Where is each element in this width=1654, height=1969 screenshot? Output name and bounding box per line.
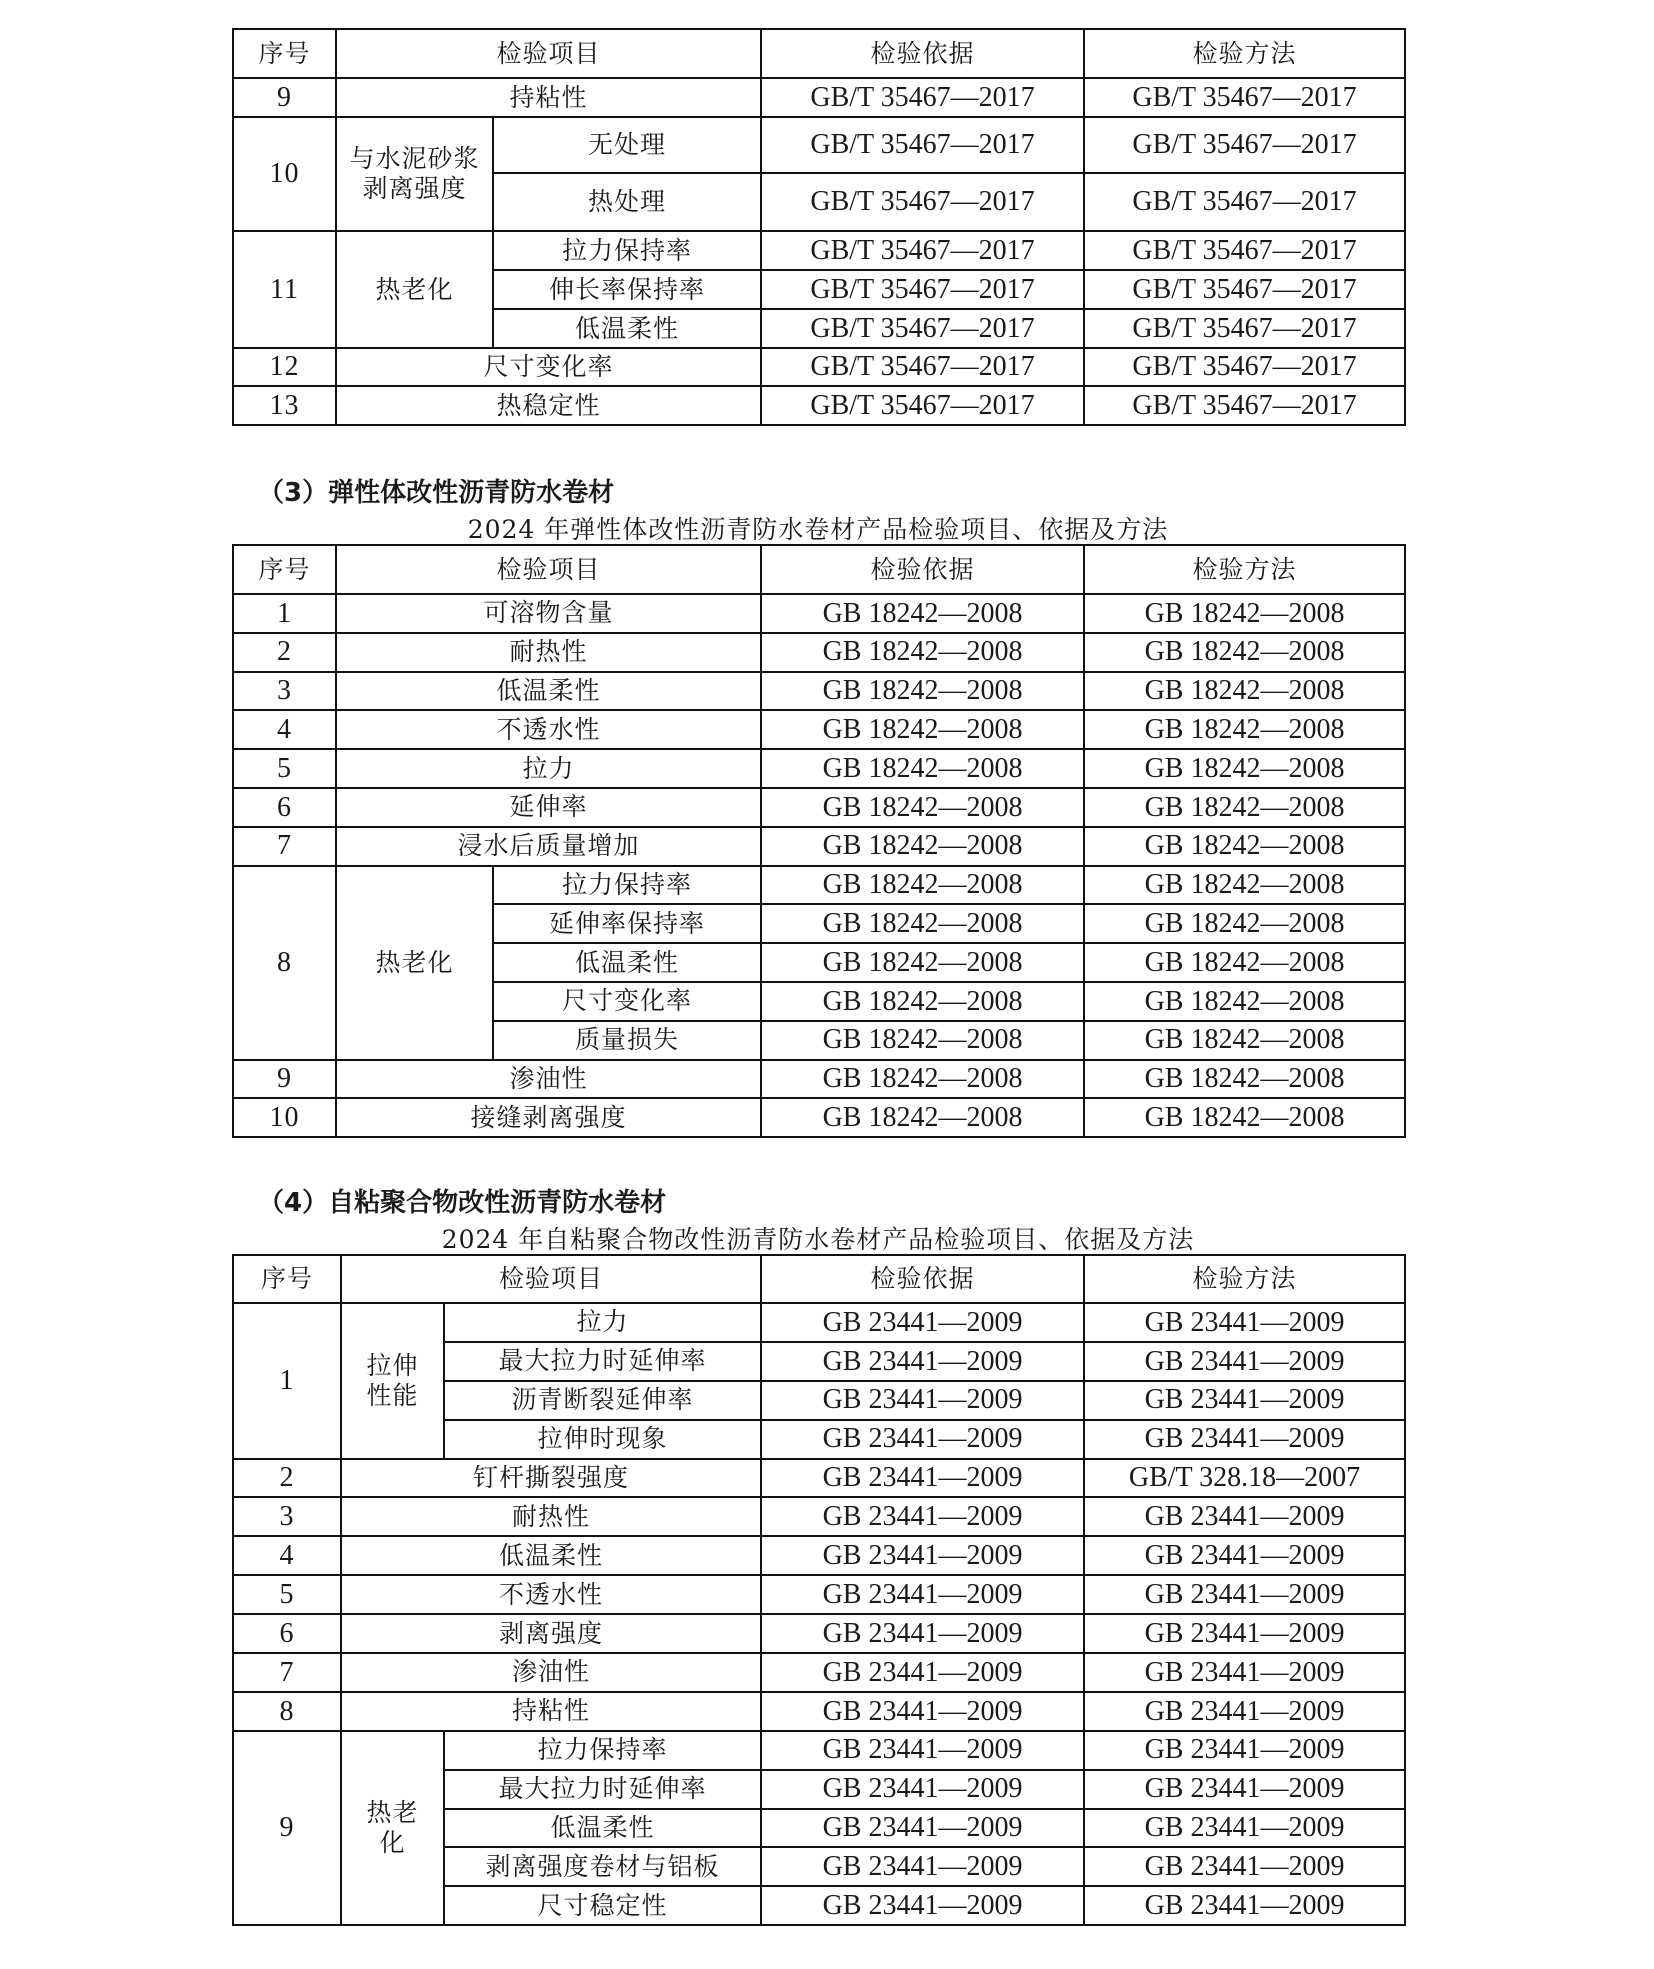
table-row xyxy=(233,348,1405,386)
row-item: 热处理 xyxy=(493,173,761,231)
row-seq: 6 xyxy=(233,788,336,827)
row-basis: GB 23441—2009 xyxy=(761,1770,1084,1809)
table-row xyxy=(233,866,1405,905)
row-item: 最大拉力时延伸率 xyxy=(444,1770,761,1809)
header-item: 检验项目 xyxy=(341,1255,761,1303)
row-item: 最大拉力时延伸率 xyxy=(444,1342,761,1381)
row-method: GB 23441—2009 xyxy=(1084,1692,1405,1731)
row-item: 剥离强度卷材与铝板 xyxy=(444,1847,761,1886)
row-basis: GB 18242—2008 xyxy=(761,1060,1084,1099)
row-method: GB 18242—2008 xyxy=(1084,749,1405,788)
row-basis: GB 18242—2008 xyxy=(761,943,1084,982)
row-method: GB/T 35467—2017 xyxy=(1084,173,1405,231)
table-caption-3: 2024 年弹性体改性沥青防水卷材产品检验项目、依据及方法 xyxy=(467,515,1169,544)
inspection-table-continued xyxy=(232,28,1406,426)
row-group: 热老化 xyxy=(341,1731,444,1925)
row-basis: GB/T 35467—2017 xyxy=(761,309,1084,348)
row-method: GB 23441—2009 xyxy=(1084,1770,1405,1809)
row-method: GB 18242—2008 xyxy=(1084,788,1405,827)
table-row xyxy=(233,117,1405,173)
row-basis: GB 23441—2009 xyxy=(761,1692,1084,1731)
table-row xyxy=(233,386,1405,425)
table-row xyxy=(233,594,1405,633)
row-group: 热老化 xyxy=(336,866,493,1060)
table-row xyxy=(233,1098,1405,1137)
row-item: 尺寸变化率 xyxy=(493,982,761,1021)
header-basis: 检验依据 xyxy=(761,545,1084,594)
header-seq: 序号 xyxy=(233,1255,341,1303)
row-method: GB 23441—2009 xyxy=(1084,1614,1405,1653)
row-seq: 1 xyxy=(233,1303,341,1459)
table-row xyxy=(233,1653,1405,1692)
table-row xyxy=(233,1536,1405,1575)
row-method: GB/T 35467—2017 xyxy=(1084,270,1405,309)
row-item: 拉力保持率 xyxy=(444,1731,761,1770)
row-basis: GB/T 35467—2017 xyxy=(761,117,1084,173)
row-basis: GB 23441—2009 xyxy=(761,1809,1084,1848)
row-seq: 3 xyxy=(233,672,336,711)
row-seq: 1 xyxy=(233,594,336,633)
row-method: GB 23441—2009 xyxy=(1084,1575,1405,1614)
row-method: GB 18242—2008 xyxy=(1084,710,1405,749)
row-seq: 4 xyxy=(233,1536,341,1575)
table-header-row xyxy=(233,29,1405,78)
row-basis: GB 18242—2008 xyxy=(761,904,1084,943)
row-item: 延伸率 xyxy=(336,788,761,827)
row-item: 拉伸时现象 xyxy=(444,1420,761,1459)
table-row xyxy=(233,78,1405,117)
table-row xyxy=(233,1303,1405,1342)
row-method: GB 23441—2009 xyxy=(1084,1653,1405,1692)
row-seq: 8 xyxy=(233,866,336,1060)
row-basis: GB 18242—2008 xyxy=(761,749,1084,788)
row-method: GB/T 35467—2017 xyxy=(1084,348,1405,386)
row-method: GB 23441—2009 xyxy=(1084,1381,1405,1420)
row-seq: 9 xyxy=(233,1060,336,1099)
row-item: 浸水后质量增加 xyxy=(336,827,761,866)
row-basis: GB 18242—2008 xyxy=(761,672,1084,711)
table-row xyxy=(233,1614,1405,1653)
row-item: 不透水性 xyxy=(336,710,761,749)
row-method: GB/T 35467—2017 xyxy=(1084,231,1405,270)
row-item: 低温柔性 xyxy=(493,943,761,982)
row-basis: GB 23441—2009 xyxy=(761,1497,1084,1536)
table-header-row xyxy=(233,545,1405,594)
header-method: 检验方法 xyxy=(1084,29,1405,78)
row-item: 尺寸稳定性 xyxy=(444,1886,761,1925)
row-seq: 8 xyxy=(233,1692,341,1731)
header-method: 检验方法 xyxy=(1084,1255,1405,1303)
row-basis: GB/T 35467—2017 xyxy=(761,231,1084,270)
row-basis: GB 23441—2009 xyxy=(761,1653,1084,1692)
row-item: 渗油性 xyxy=(341,1653,761,1692)
row-group: 热老化 xyxy=(336,231,493,348)
row-basis: GB 23441—2009 xyxy=(761,1420,1084,1459)
row-item: 拉力 xyxy=(336,749,761,788)
row-item: 持粘性 xyxy=(341,1692,761,1731)
row-basis: GB 23441—2009 xyxy=(761,1381,1084,1420)
row-seq: 6 xyxy=(233,1614,341,1653)
table-row xyxy=(233,1497,1405,1536)
table-row xyxy=(233,827,1405,866)
row-item: 不透水性 xyxy=(341,1575,761,1614)
row-seq: 5 xyxy=(233,749,336,788)
row-basis: GB/T 35467—2017 xyxy=(761,386,1084,425)
row-method: GB 18242—2008 xyxy=(1084,672,1405,711)
row-seq: 3 xyxy=(233,1497,341,1536)
row-method: GB 23441—2009 xyxy=(1084,1809,1405,1848)
row-basis: GB 23441—2009 xyxy=(761,1886,1084,1925)
row-method: GB 18242—2008 xyxy=(1084,633,1405,672)
row-seq: 10 xyxy=(233,117,336,231)
row-method: GB/T 35467—2017 xyxy=(1084,117,1405,173)
header-item: 检验项目 xyxy=(336,29,761,78)
section-heading-4: （4）自粘聚合物改性沥青防水卷材 xyxy=(258,1188,667,1218)
row-group: 与水泥砂浆剥离强度 xyxy=(336,117,493,231)
table-row xyxy=(233,788,1405,827)
row-basis: GB/T 35467—2017 xyxy=(761,270,1084,309)
row-seq: 2 xyxy=(233,1459,341,1498)
table-row xyxy=(233,231,1405,270)
row-item: 拉力保持率 xyxy=(493,231,761,270)
table-header-row xyxy=(233,1255,1405,1303)
header-item: 检验项目 xyxy=(336,545,761,594)
row-basis: GB 23441—2009 xyxy=(761,1303,1084,1342)
table-row xyxy=(233,1459,1405,1498)
row-seq: 9 xyxy=(233,78,336,117)
row-basis: GB 23441—2009 xyxy=(761,1614,1084,1653)
row-item: 可溶物含量 xyxy=(336,594,761,633)
row-item: 拉力 xyxy=(444,1303,761,1342)
table-row xyxy=(233,1731,1405,1770)
row-item: 耐热性 xyxy=(336,633,761,672)
row-item: 持粘性 xyxy=(336,78,761,117)
row-basis: GB/T 35467—2017 xyxy=(761,78,1084,117)
row-item: 延伸率保持率 xyxy=(493,904,761,943)
row-item: 质量损失 xyxy=(493,1021,761,1060)
header-basis: 检验依据 xyxy=(761,29,1084,78)
row-method: GB 18242—2008 xyxy=(1084,594,1405,633)
table-row xyxy=(233,749,1405,788)
row-seq: 10 xyxy=(233,1098,336,1137)
row-item: 耐热性 xyxy=(341,1497,761,1536)
row-basis: GB 23441—2009 xyxy=(761,1536,1084,1575)
row-method: GB 23441—2009 xyxy=(1084,1342,1405,1381)
row-method: GB 18242—2008 xyxy=(1084,1098,1405,1137)
inspection-table-elastomer xyxy=(232,544,1406,1138)
row-basis: GB 18242—2008 xyxy=(761,1098,1084,1137)
row-method: GB/T 35467—2017 xyxy=(1084,78,1405,117)
header-seq: 序号 xyxy=(233,545,336,594)
header-seq: 序号 xyxy=(233,29,336,78)
table-row xyxy=(233,1575,1405,1614)
row-method: GB/T 328.18—2007 xyxy=(1084,1459,1405,1498)
row-item: 渗油性 xyxy=(336,1060,761,1099)
row-method: GB 23441—2009 xyxy=(1084,1847,1405,1886)
row-method: GB/T 35467—2017 xyxy=(1084,386,1405,425)
row-method: GB 23441—2009 xyxy=(1084,1536,1405,1575)
row-method: GB 18242—2008 xyxy=(1084,1021,1405,1060)
header-method: 检验方法 xyxy=(1084,545,1405,594)
row-method: GB 18242—2008 xyxy=(1084,904,1405,943)
row-basis: GB 23441—2009 xyxy=(761,1459,1084,1498)
inspection-table-self-adhesive xyxy=(232,1254,1406,1926)
row-item: 钉杆撕裂强度 xyxy=(341,1459,761,1498)
row-seq: 11 xyxy=(233,231,336,348)
row-method: GB 18242—2008 xyxy=(1084,982,1405,1021)
row-item: 尺寸变化率 xyxy=(336,348,761,386)
row-method: GB 23441—2009 xyxy=(1084,1731,1405,1770)
row-basis: GB 23441—2009 xyxy=(761,1575,1084,1614)
row-basis: GB/T 35467—2017 xyxy=(761,348,1084,386)
row-method: GB 23441—2009 xyxy=(1084,1303,1405,1342)
row-seq: 9 xyxy=(233,1731,341,1925)
table-row xyxy=(233,1060,1405,1099)
row-item: 伸长率保持率 xyxy=(493,270,761,309)
row-basis: GB 18242—2008 xyxy=(761,710,1084,749)
row-method: GB 18242—2008 xyxy=(1084,827,1405,866)
row-basis: GB 18242—2008 xyxy=(761,982,1084,1021)
table-row xyxy=(233,710,1405,749)
row-item: 热稳定性 xyxy=(336,386,761,425)
row-basis: GB 18242—2008 xyxy=(761,866,1084,905)
row-item: 拉力保持率 xyxy=(493,866,761,905)
row-basis: GB 18242—2008 xyxy=(761,633,1084,672)
row-seq: 12 xyxy=(233,348,336,386)
row-item: 接缝剥离强度 xyxy=(336,1098,761,1137)
row-basis: GB 23441—2009 xyxy=(761,1342,1084,1381)
row-seq: 2 xyxy=(233,633,336,672)
row-item: 低温柔性 xyxy=(444,1809,761,1848)
row-basis: GB 18242—2008 xyxy=(761,788,1084,827)
row-seq: 7 xyxy=(233,1653,341,1692)
row-basis: GB 23441—2009 xyxy=(761,1731,1084,1770)
table-row xyxy=(233,633,1405,672)
header-basis: 检验依据 xyxy=(761,1255,1084,1303)
row-item: 低温柔性 xyxy=(493,309,761,348)
section-heading-3: （3）弹性体改性沥青防水卷材 xyxy=(258,478,615,508)
row-item: 低温柔性 xyxy=(336,672,761,711)
row-basis: GB 18242—2008 xyxy=(761,1021,1084,1060)
row-item: 无处理 xyxy=(493,117,761,173)
row-method: GB/T 35467—2017 xyxy=(1084,309,1405,348)
row-method: GB 23441—2009 xyxy=(1084,1497,1405,1536)
row-method: GB 23441—2009 xyxy=(1084,1886,1405,1925)
row-seq: 4 xyxy=(233,710,336,749)
row-method: GB 23441—2009 xyxy=(1084,1420,1405,1459)
table-row xyxy=(233,1692,1405,1731)
row-group: 拉伸性能 xyxy=(341,1303,444,1459)
row-seq: 5 xyxy=(233,1575,341,1614)
row-method: GB 18242—2008 xyxy=(1084,1060,1405,1099)
row-seq: 13 xyxy=(233,386,336,425)
row-basis: GB/T 35467—2017 xyxy=(761,173,1084,231)
table-caption-4: 2024 年自粘聚合物改性沥青防水卷材产品检验项目、依据及方法 xyxy=(441,1225,1195,1254)
row-item: 低温柔性 xyxy=(341,1536,761,1575)
row-seq: 7 xyxy=(233,827,336,866)
row-method: GB 18242—2008 xyxy=(1084,943,1405,982)
row-basis: GB 18242—2008 xyxy=(761,827,1084,866)
row-method: GB 18242—2008 xyxy=(1084,866,1405,905)
table-row xyxy=(233,672,1405,711)
row-basis: GB 23441—2009 xyxy=(761,1847,1084,1886)
row-item: 剥离强度 xyxy=(341,1614,761,1653)
row-item: 沥青断裂延伸率 xyxy=(444,1381,761,1420)
row-basis: GB 18242—2008 xyxy=(761,594,1084,633)
